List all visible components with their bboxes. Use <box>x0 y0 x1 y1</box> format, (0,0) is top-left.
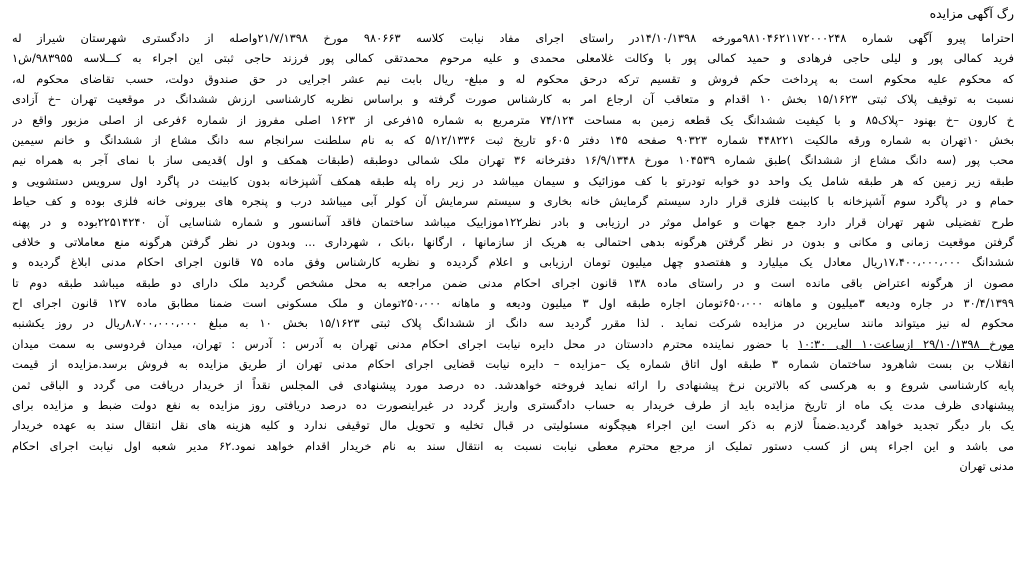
notice-line: محب پور (سه دانگ مشاع از ششدانگ )طبق شماره ۱۰۴۵۳۹ مورخ ۱۶/۹/۱۳۴۸ دفترخانه ۳۶ تهران ملک شمالی دوطبقه (طبقات همکف و اول )قدیمی ساز با نمای آجر به همراه نیم <box>12 153 1014 168</box>
notice-line: ششدانگ ۱۷،۴۰۰،۰۰۰،۰۰۰ریال معادل یک میلیارد و هفتصدو چهل میلیون تومان ارزیابی و اعلام گردیده و نظریه کارشناس وفق ماده ۷۵ قانون اجرای احکام مدنی ابلاغ گردیده و <box>12 255 1014 270</box>
notice-line: پیشنهادی ظرف مدت یک ماه از تاریخ مزایده باید از طرف خریدار به حساب دادگستری واریز گردد در غیراینصورت ده درصد دریافتی روز مزایده به نفع دولت ضبط و مزایده برای <box>12 398 1014 413</box>
notice-line: فرید کمالی پور و لیلی حاجی فرهادی و حمید کمالی پور با وکالت غلامعلی محمدی و علیه مرحوم محمدتقی کمالی پور فرزند حاجی ثبتی این اجراء به کـــلاسه ۹۸۳۹۵۵/ش۱ <box>12 51 1014 66</box>
auction-date-rest: با حضور نماینده محترم دادستان در محل دایره نیابت اجرای احکام مدنی تهران به آدرس : آدرس : تهران، میدان فردوسی به سمت میدان <box>12 336 798 351</box>
notice-line: نسبت به توقیف پلاک ثبتی ۱۵/۱۶۲۳ بخش ۱۰ اقدام و متعاقب آن ارجاع امر به کارشناس صورت گرفته و براساس نظریه کارشناسی ارزش ششدانگ در موقعیت تهران –خ آزادی <box>12 92 1014 107</box>
notice-title: رگ آگهی مزایده <box>929 6 1014 21</box>
notice-line: طبقه زیر زمین که هر طبقه شامل یک واحد دو خوابه تودرتو با کف موزائیک و سیمان میباشد در زیر راه پله طبقه همکف آشپزخانه بدون کابینت در پاگرد اول سرویس دستشویی و <box>12 173 1014 188</box>
auction-date-underlined: مورخ ۲۹/۱۰/۱۳۹۸ ازساعت۱۰ الی ۱۰:۳۰ <box>797 336 1014 351</box>
notice-line: حمام و در پاگرد سوم آشپزخانه با کابینت فلزی قرار دارد سیستم گرمایش خانه بخاری و سیستم سرمایش آن کولر آبی میباشد درب و پنجره های بیرونی خانه فلزی بوده و کف حیاط <box>12 194 1014 209</box>
notice-line-auction-date <box>12 334 1014 354</box>
notice-line: طرح تفضیلی شهر تهران قرار دارد جمع جهات و عوامل موثر در ارزیابی و بادر نظر۱۲۲موزاییک میباشد ساختمان فاقد آسانسور و شماره شناسایی آن ۲۲۵۱۴۲۴۰بوده و در پهنه <box>12 214 1014 229</box>
notice-line: که محکوم علیه محکوم است به پرداخت حکم فروش و تقسیم ترکه درحق محکوم له و مبلغ- ریال بابت نیم عشر اجرایی در حق صندوق دولت، حسب تقاضای محکوم له، <box>12 71 1014 86</box>
notice-line: احتراما پیرو آگهی شماره ۹۸۱۰۴۶۲۱۱۷۲۰۰۰۲۴۸مورخه ۱۴/۱۰/۱۳۹۸در راستای اجرای مفاد نیابت کلاسه ۹۸۰۶۶۳ مورخ ۲۱/۷/۱۳۹۸واصله از دادگستری شهرستان شیراز له <box>12 31 1014 45</box>
notice-line: می باشد و این اجراء پس از کسب دستور تملیک از مرجع محترم معطی نیابت نسبت به انتقال سند به نام خریدار اقدام خواهد نمود.۶۲ مدیر شعبه اول نیابت اجرای احکام <box>12 438 1014 453</box>
notice-body <box>12 28 1014 477</box>
notice-line: بخش ۱۰تهران به شماره ورقه مالکیت ۴۴۸۲۲۱ شماره ۹۰۳۲۳ صفحه ۱۴۵ دفتر ۶۰۵و تاریخ ثبت ۵/۱۲/۱۳۳۶ که به نام سلطنت سرانجام سه دانگ مشاع از ششدانگ و خانم سیمین <box>12 132 1014 147</box>
notice-line: پایه کارشناسی شروع و به هرکسی که بالاترین نرخ پیشنهادی را ارائه نماید فروخته خواهدشد. ده درصد مورد پیشنهادی فی المجلس نقداً از خریدار دریافت می گردد و الباقی ثمن <box>12 377 1014 392</box>
notice-line: انقلاب بن بست شاهرود ساختمان شماره ۳ طبقه اول اتاق شماره یک –مزایده – دایره نیابت قضایی اجرای احکام مدنی تهران از طریق مزایده به فروش برسد.مزایده از قیمت <box>12 357 1014 372</box>
notice-line: مدنی تهران <box>959 459 1014 474</box>
notice-line: مصون از هرگونه اعتراض باقی مانده است و در راستای ماده ۱۳۸ قانون اجرای احکام مدنی ضمن مراجعه به محل مشخص گردید ملک دارای دو طبقه میباشد طبقه دوم تا <box>12 275 1014 290</box>
notice-line: یک بار دیگر تجدید خواهد گردید.ضمناً لازم به ذکر است این اجراء هیچگونه مسئولیتی در قبال تخلیه و تحویل مال توقیفی ندارد و کلیه هزینه های نقل انتقال سند به عهده خریدار <box>12 418 1014 433</box>
notice-line: محکوم له نیز میتواند مانند سایرین در مزایده شرکت نماید . لذا مقرر گردید سه دانگ از ششدانگ پلاک ثبتی ۱۵/۱۶۲۳ بخش ۱۰ به مبلغ ۸،۷۰۰،۰۰۰،۰۰۰ریال در روز یکشنبه <box>12 316 1014 331</box>
notice-line: خ کارون –خ بهنود –پلاک۸۵ و با کیفیت ششدانگ یک قطعه زمین به مساحت ۷۴/۱۲۴ مترمربع به شماره ۱۵فرعی از ۱۶۲۳ اصلی مفروز از شماره ۶فرعی از اصلی مزبور واقع در <box>12 112 1014 127</box>
notice-line: گرفتن موقعیت زمانی و مکانی و بدون در نظر گرفتن هرگونه بدهی احتمالی به هریک از سازمانها ، ارگانها ،بانک ، شهرداری ... وبدون در نظر گرفتن هرگونه منع معاملاتی و خلافی <box>12 234 1014 249</box>
notice-line: ۳۰/۴/۱۳۹۹ در جاره ودیعه ۳میلیون و ماهانه ۶۵۰،۰۰۰تومان اجاره طبقه اول ۳ میلیون ودیعه و ماهانه ۲۵۰،۰۰۰تومان و ملک مسکونی است ضمنا مطابق ماده ۱۲۷ قانون اجرای اح <box>12 296 1014 311</box>
